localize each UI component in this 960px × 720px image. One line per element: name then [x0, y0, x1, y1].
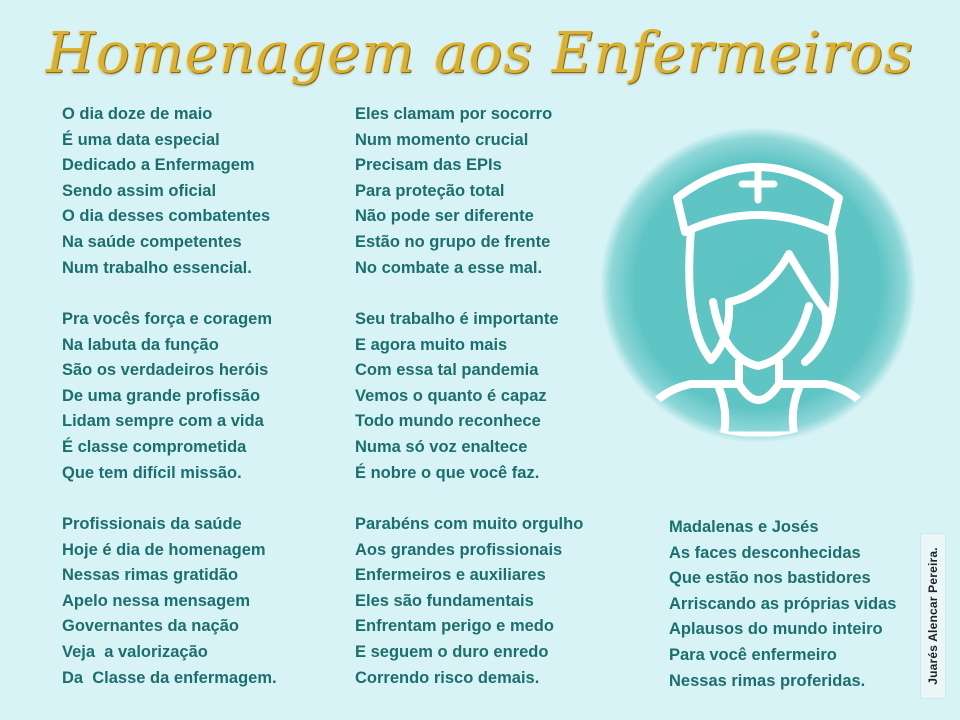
verse-line: De uma grande profissão — [62, 386, 261, 405]
verse-line: Na saúde competentes — [62, 232, 242, 251]
signature-text: Juarés Alencar Pereira. — [926, 547, 940, 685]
verse-line: O dia desses combatentes — [62, 207, 271, 226]
verse-line: Apelo nessa mensagem — [62, 591, 250, 610]
verse-line: Na labuta da função — [62, 335, 219, 354]
verse-line: Que tem difícil missão. — [62, 463, 242, 482]
verse-line: E seguem o duro enredo — [355, 642, 549, 661]
verse-line: Seu trabalho é importante — [355, 310, 559, 328]
verse-line: Eles são fundamentais — [355, 591, 534, 610]
verse-line: Para você enfermeiro — [669, 645, 837, 664]
verse-line: São os verdadeiros heróis — [62, 361, 269, 380]
verse-line: No combate a esse mal. — [355, 258, 543, 277]
stanza-3 — [62, 512, 277, 691]
verse-line: Hoje é dia de homenagem — [62, 540, 266, 559]
verse-line: Correndo risco demais. — [355, 668, 540, 687]
verse-line: É nobre o que você faz. — [355, 463, 540, 482]
author-signature — [920, 533, 946, 699]
nurse-icon — [599, 126, 917, 444]
poem-title: Homenagem aos Enfermeiros — [46, 21, 914, 86]
verse-line: Nessas rimas gratidão — [62, 566, 239, 585]
verse-line: E agora muito mais — [355, 335, 508, 354]
verse-line: Lidam sempre com a vida — [62, 412, 264, 431]
verse-line: Num trabalho essencial. — [62, 258, 252, 277]
verse-line: Sendo assim oficial — [62, 181, 217, 200]
verse-line: Veja a valorização — [62, 642, 208, 661]
verse-line: Governantes da nação — [62, 617, 239, 636]
verse-line: Enfrentam perigo e medo — [355, 617, 554, 636]
verse-line: Estão no grupo de frente — [355, 232, 551, 251]
stanza-6 — [355, 512, 583, 691]
stanza-2 — [62, 307, 272, 486]
verse-line: Dedicado a Enfermagem — [62, 156, 255, 175]
verse-line: É uma data especial — [62, 130, 220, 149]
verse-line: Enfermeiros e auxiliares — [355, 566, 546, 585]
verse-line: Que estão nos bastidores — [669, 569, 871, 588]
verse-line: Para proteção total — [355, 181, 505, 200]
verse-line: Nessas rimas proferidas. — [669, 671, 866, 690]
nurse-badge — [599, 126, 917, 444]
verse-line: Num momento crucial — [355, 130, 529, 149]
stanza-5 — [355, 307, 559, 486]
verse-line: Com essa tal pandemia — [355, 361, 539, 380]
stanza-1 — [62, 102, 270, 281]
verse-line: Pra vocês força e coragem — [62, 310, 273, 328]
stanza-4 — [355, 102, 552, 281]
verse-line: Parabéns com muito orgulho — [355, 515, 584, 533]
verse-line: Da Classe da enfermagem. — [62, 668, 277, 687]
verse-line: Precisam das EPIs — [355, 156, 502, 175]
verse-line: Não pode ser diferente — [355, 207, 534, 226]
verse-line: As faces desconhecidas — [669, 543, 861, 562]
verse-line: Madalenas e Josés — [669, 518, 819, 536]
verse-line: Eles clamam por socorro — [355, 105, 553, 123]
verse-line: Aos grandes profissionais — [355, 540, 563, 559]
verse-line: Profissionais da saúde — [62, 515, 242, 533]
verse-line: Arriscando as próprias vidas — [669, 594, 897, 613]
verse-line: Aplausos do mundo inteiro — [669, 620, 883, 639]
verse-line: Vemos o quanto é capaz — [355, 386, 547, 405]
verse-line: Numa só voz enaltece — [355, 437, 528, 456]
stanza-7 — [669, 515, 896, 694]
verse-line: É classe comprometida — [62, 437, 247, 456]
verse-line: Todo mundo reconhece — [355, 412, 541, 431]
verse-line: O dia doze de maio — [62, 105, 213, 123]
